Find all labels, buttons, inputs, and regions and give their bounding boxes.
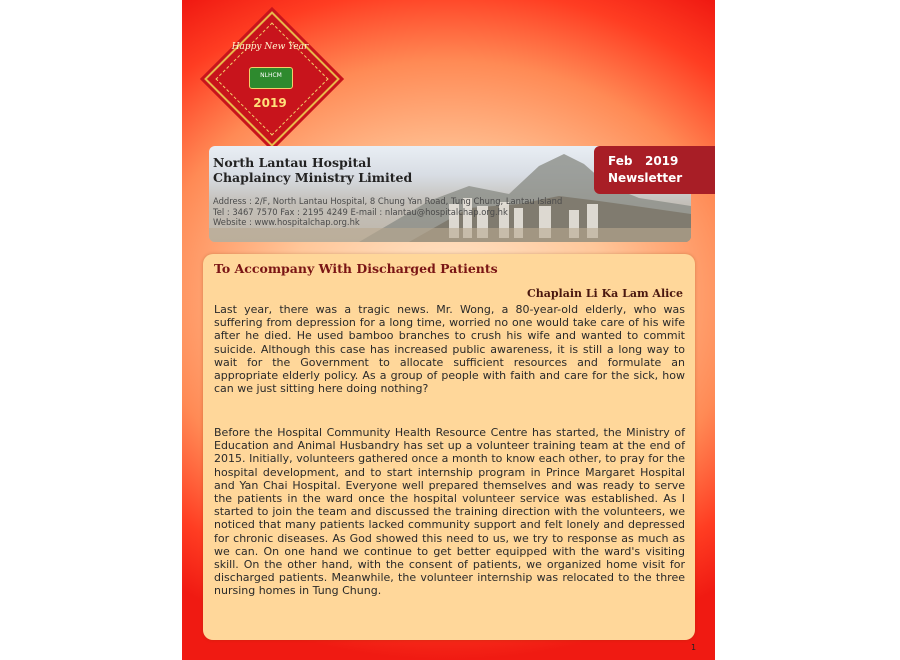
contact-text: Tel : 3467 7570 Fax : 2195 4249 E-mail : nlantau@hospitalchap.org.hk	[213, 206, 508, 217]
org-line-2: Chaplaincy Ministry Limited	[213, 170, 413, 185]
logo-icon	[249, 67, 293, 89]
article-title: To Accompany With Discharged Patients	[214, 261, 498, 276]
badge-greeting: Happy New Year	[231, 42, 309, 52]
org-line-1: North Lantau Hospital	[213, 155, 372, 170]
organization-name	[213, 155, 412, 185]
badge-year: 2019	[253, 96, 287, 110]
article-paragraph-2: Before the Hospital Community Health Resource Centre has started, the Ministry of Education and Animal Husbandry has set up a volunteer training team at the end of 2015. Initially, volunteers gathered once a month to know each other, to pray for the hospital development, and to start internship program in Prince Margaret Hospital and Yan Chai Hospital. Everyone well prepared themselves and was ready to serve the patients in the ward once the hospital volunteer service was established. As I started to join the team and discussed the training direction with the volunteers, we noticed that many patients lacked community support and felt lonely and depressed for chronic diseases. As God showed this need to us, we try to response as much as we can. On one hand we continue to get better equipped with the ward's visiting skill. On the other hand, with the consent of patients, we organized home visit for discharged patients. Meanwhile, the volunteer internship was relocated to the three nursing homes in Tung Chung.	[214, 426, 685, 598]
newsletter-label: Newsletter	[608, 171, 683, 185]
page-number: 1	[691, 643, 697, 652]
article-paragraph-1: Last year, there was a tragic news. Mr. Wong, a 80-year-old elderly, who was suffering from depression for a long time, worried no one would take care of his wife after he died. He used bamboo branches to crush his wife and wanted to commit suicide. Although this case has increased public awareness, it is still a long way to wait for the Government to allocate sufficient resources and formulate an appropriate elderly policy. As a group of people with faith and care for the sick, how can we just sitting here doing nothing?	[214, 303, 685, 396]
website-text: Website : www.hospitalchap.org.hk	[213, 217, 360, 227]
newsletter-page	[182, 0, 715, 660]
contact-info	[213, 196, 562, 228]
badge-logo-text: NLHCM	[260, 72, 282, 79]
issue-date-box	[594, 146, 715, 194]
new-year-badge	[205, 12, 335, 142]
address-text: Address : 2/F, North Lantau Hospital, 8 Chung Yan Road, Tung Chung, Lantau Island	[213, 196, 563, 206]
issue-date: Feb 2019	[608, 154, 679, 168]
article-author: Chaplain Li Ka Lam Alice	[526, 287, 683, 300]
article-panel	[203, 254, 695, 640]
